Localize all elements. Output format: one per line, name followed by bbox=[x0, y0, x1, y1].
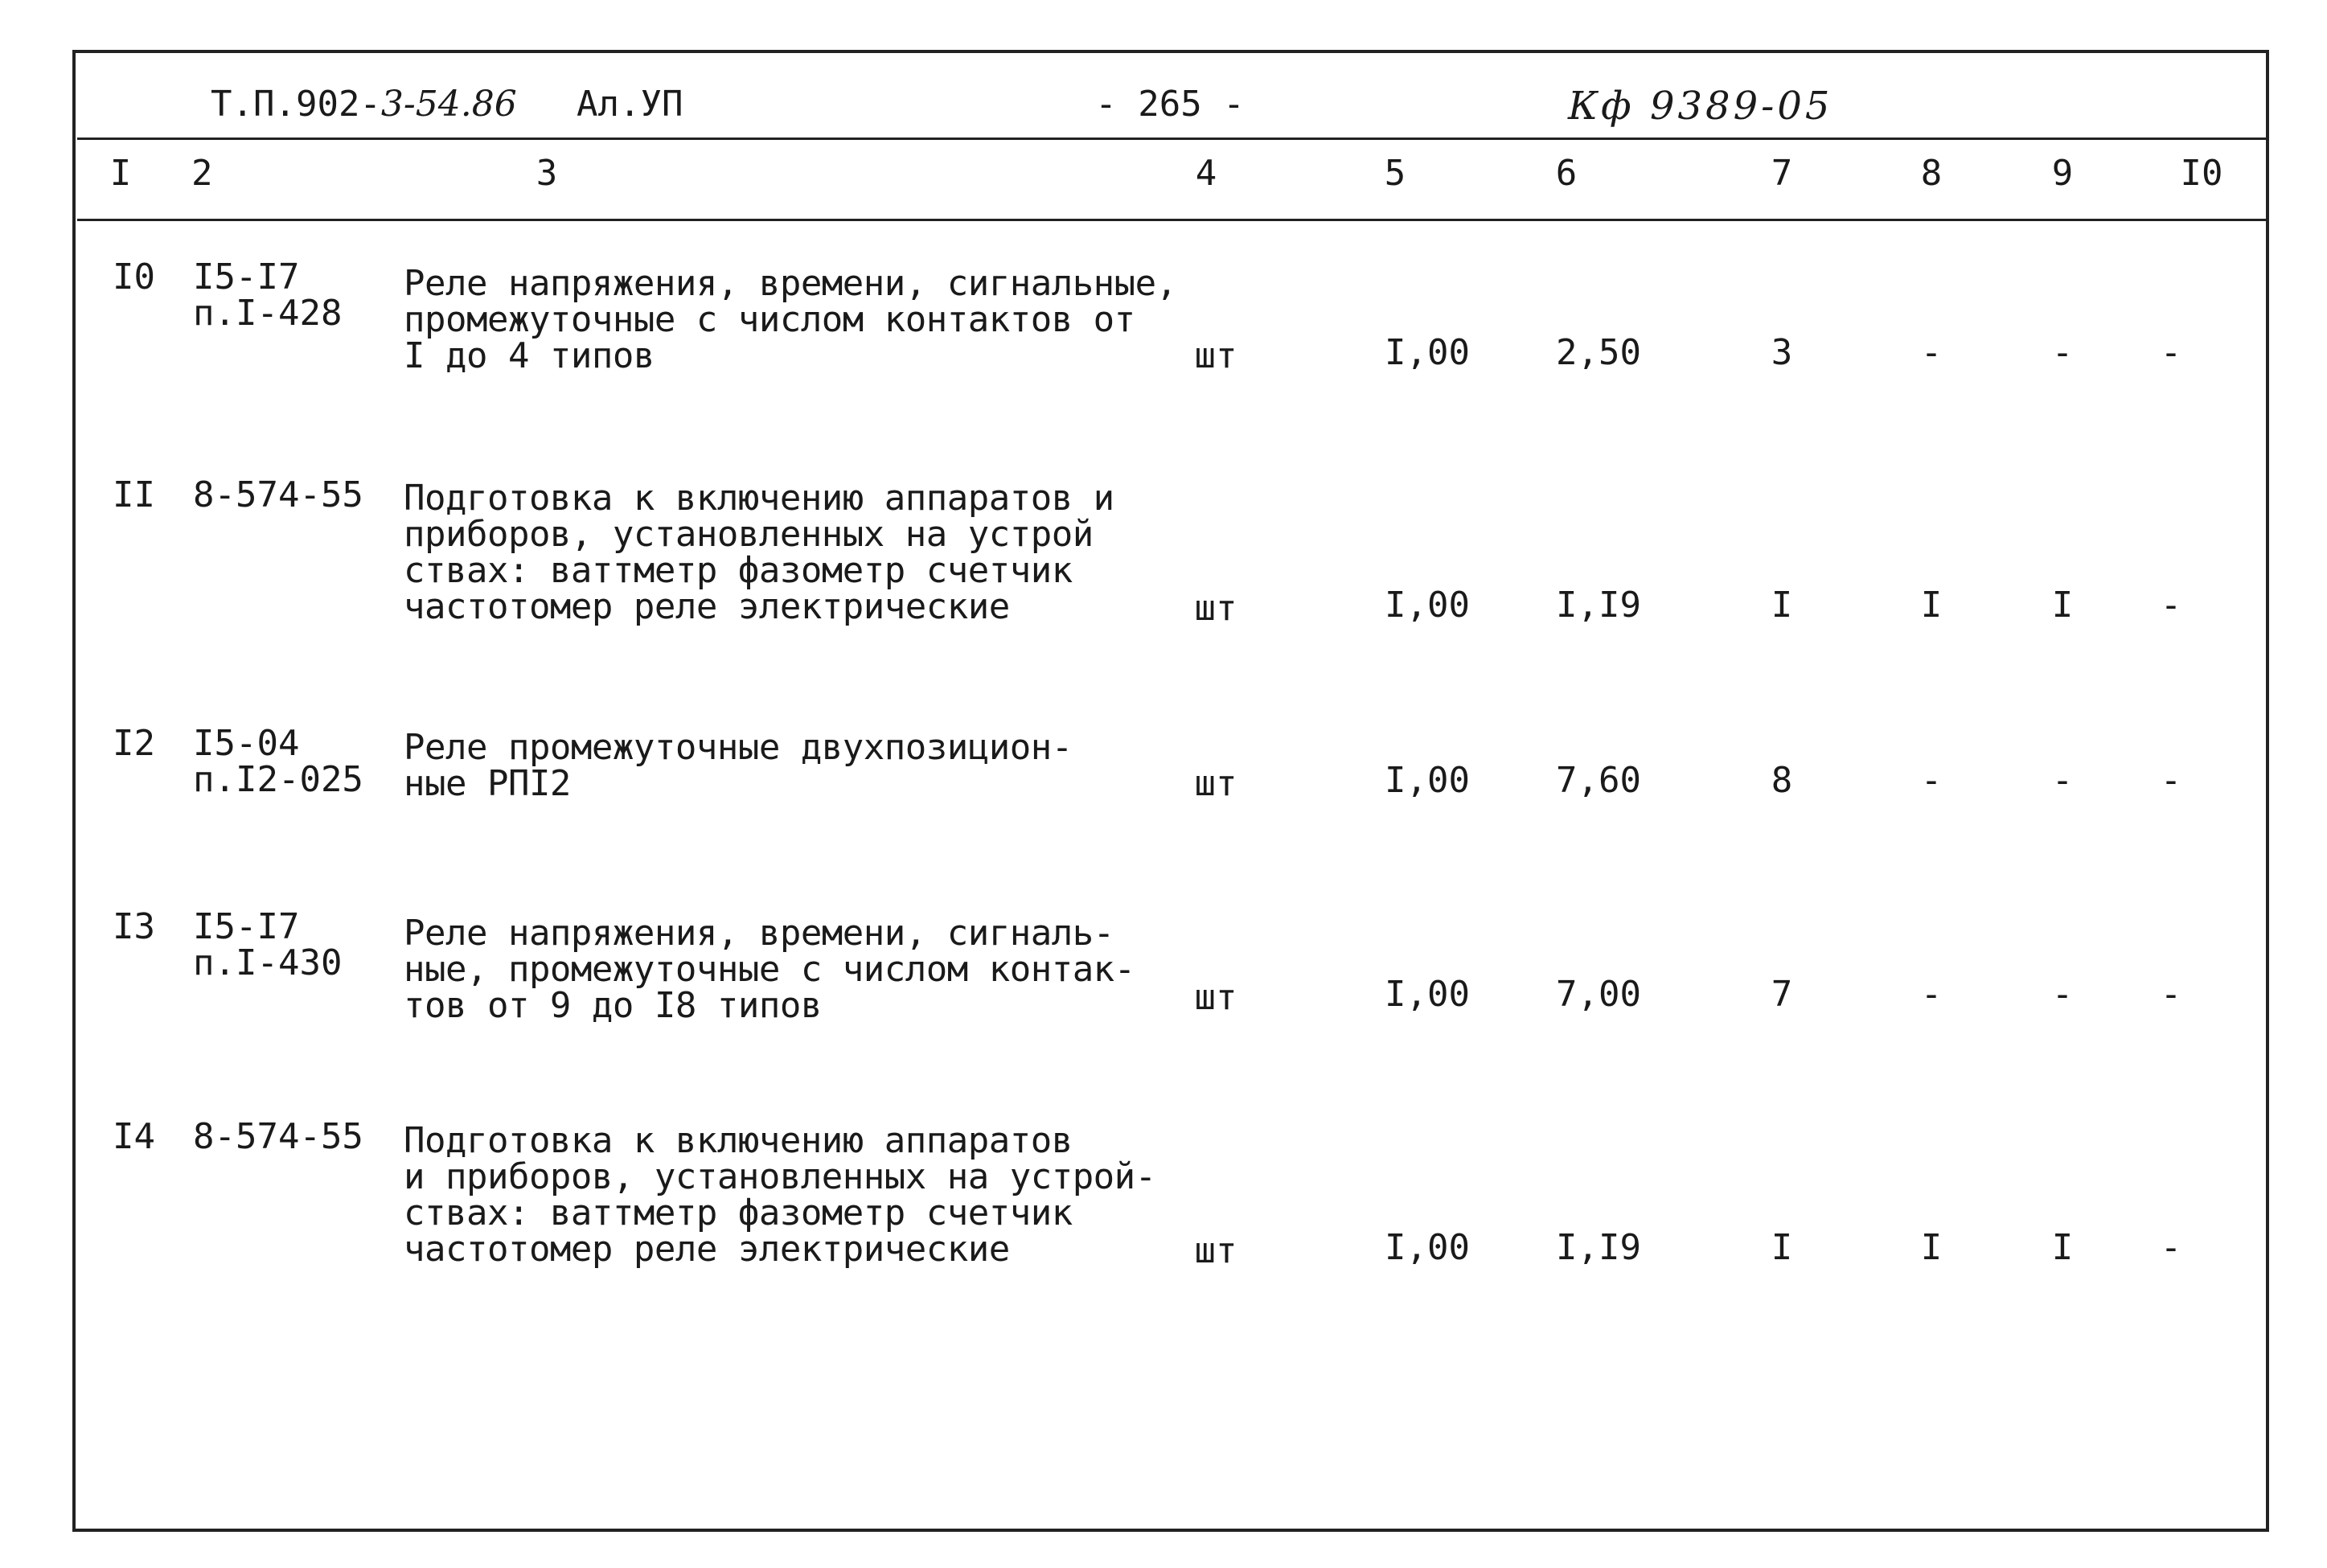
row-col6: 7,00 bbox=[1556, 974, 1641, 1015]
row-col5: I,00 bbox=[1385, 332, 1470, 373]
row-col7: I bbox=[1771, 585, 1793, 626]
row-col8: - bbox=[1920, 974, 1943, 1015]
row-col6: I,I9 bbox=[1556, 585, 1641, 626]
row-col9: - bbox=[2051, 332, 2074, 373]
doc-code: Т.П.902-3-54.86 bbox=[211, 84, 517, 125]
column-header: I bbox=[109, 153, 132, 194]
row-col10: - bbox=[2160, 1227, 2182, 1268]
row-col8: - bbox=[1920, 332, 1943, 373]
row-unit: шт bbox=[1194, 335, 1237, 376]
row-col8: I bbox=[1920, 585, 1943, 626]
row-col6: I,I9 bbox=[1556, 1227, 1641, 1268]
row-col7: I bbox=[1771, 1227, 1793, 1268]
row-col8: I bbox=[1920, 1227, 1943, 1268]
row-col7: 3 bbox=[1771, 332, 1793, 373]
header-divider bbox=[77, 138, 2267, 140]
column-header: 8 bbox=[1920, 153, 1943, 194]
column-header: 4 bbox=[1195, 153, 1217, 194]
row-code: I5-I7 п.I-430 bbox=[193, 906, 343, 983]
column-header: 5 bbox=[1384, 153, 1406, 194]
row-col6: 2,50 bbox=[1556, 332, 1641, 373]
column-header: 7 bbox=[1771, 153, 1793, 194]
row-col8: - bbox=[1920, 760, 1943, 801]
column-header-divider bbox=[77, 219, 2267, 221]
row-col5: I,00 bbox=[1385, 585, 1470, 626]
row-unit: шт bbox=[1194, 977, 1237, 1018]
column-header: 9 bbox=[2051, 153, 2074, 194]
row-number: I0 bbox=[113, 257, 155, 298]
row-col9: I bbox=[2051, 1227, 2074, 1268]
column-header: 3 bbox=[536, 153, 558, 194]
doc-code-handwritten: 3-54.86 bbox=[380, 84, 517, 125]
row-col9: - bbox=[2051, 760, 2074, 801]
row-col7: 7 bbox=[1771, 974, 1793, 1015]
column-header: I0 bbox=[2180, 153, 2223, 194]
row-col10: - bbox=[2160, 332, 2182, 373]
row-unit: шт bbox=[1194, 1230, 1237, 1271]
row-col9: - bbox=[2051, 974, 2074, 1015]
row-description: Подготовка к включению аппаратов и приборов, установленных на устрой ствах: ваттметр фазометр счетчик частотомер реле электрические bbox=[404, 478, 1114, 627]
row-code: 8-574-55 bbox=[193, 1116, 363, 1157]
row-col7: 8 bbox=[1771, 760, 1793, 801]
row-number: II bbox=[113, 474, 155, 515]
row-unit: шт bbox=[1194, 763, 1237, 804]
row-description: Реле промежуточные двухпозицион- ные РПI2 bbox=[404, 727, 1073, 804]
archive-stamp: Кф 9389-05 bbox=[1568, 84, 1833, 129]
row-col6: 7,60 bbox=[1556, 760, 1641, 801]
row-number: I2 bbox=[113, 723, 155, 764]
column-header: 6 bbox=[1555, 153, 1578, 194]
row-code: 8-574-55 bbox=[193, 474, 363, 515]
column-header: 2 bbox=[191, 153, 213, 194]
row-col9: I bbox=[2051, 585, 2074, 626]
row-unit: шт bbox=[1194, 588, 1237, 629]
page-number: - 265 - bbox=[1095, 84, 1245, 125]
row-description: Реле напряжения, времени, сигнальные, промежуточные с числом контактов от I до 4 типов bbox=[404, 263, 1177, 376]
row-description: Подготовка к включению аппаратов и приборов, установленных на устрой- ствах: ваттметр фазометр счетчик частотомер реле электрические bbox=[404, 1120, 1156, 1270]
row-col10: - bbox=[2160, 585, 2182, 626]
row-col5: I,00 bbox=[1385, 974, 1470, 1015]
row-description: Реле напряжения, времени, сигналь- ные, промежуточные с числом контак- тов от 9 до I8 типов bbox=[404, 913, 1135, 1026]
row-col5: I,00 bbox=[1385, 760, 1470, 801]
row-code: I5-I7 п.I-428 bbox=[193, 257, 343, 334]
row-col10: - bbox=[2160, 760, 2182, 801]
row-number: I4 bbox=[113, 1116, 155, 1157]
album-label: Ал.УП bbox=[577, 84, 683, 125]
row-code: I5-04 п.I2-025 bbox=[193, 723, 363, 800]
row-col5: I,00 bbox=[1385, 1227, 1470, 1268]
row-col10: - bbox=[2160, 974, 2182, 1015]
row-number: I3 bbox=[113, 906, 155, 947]
